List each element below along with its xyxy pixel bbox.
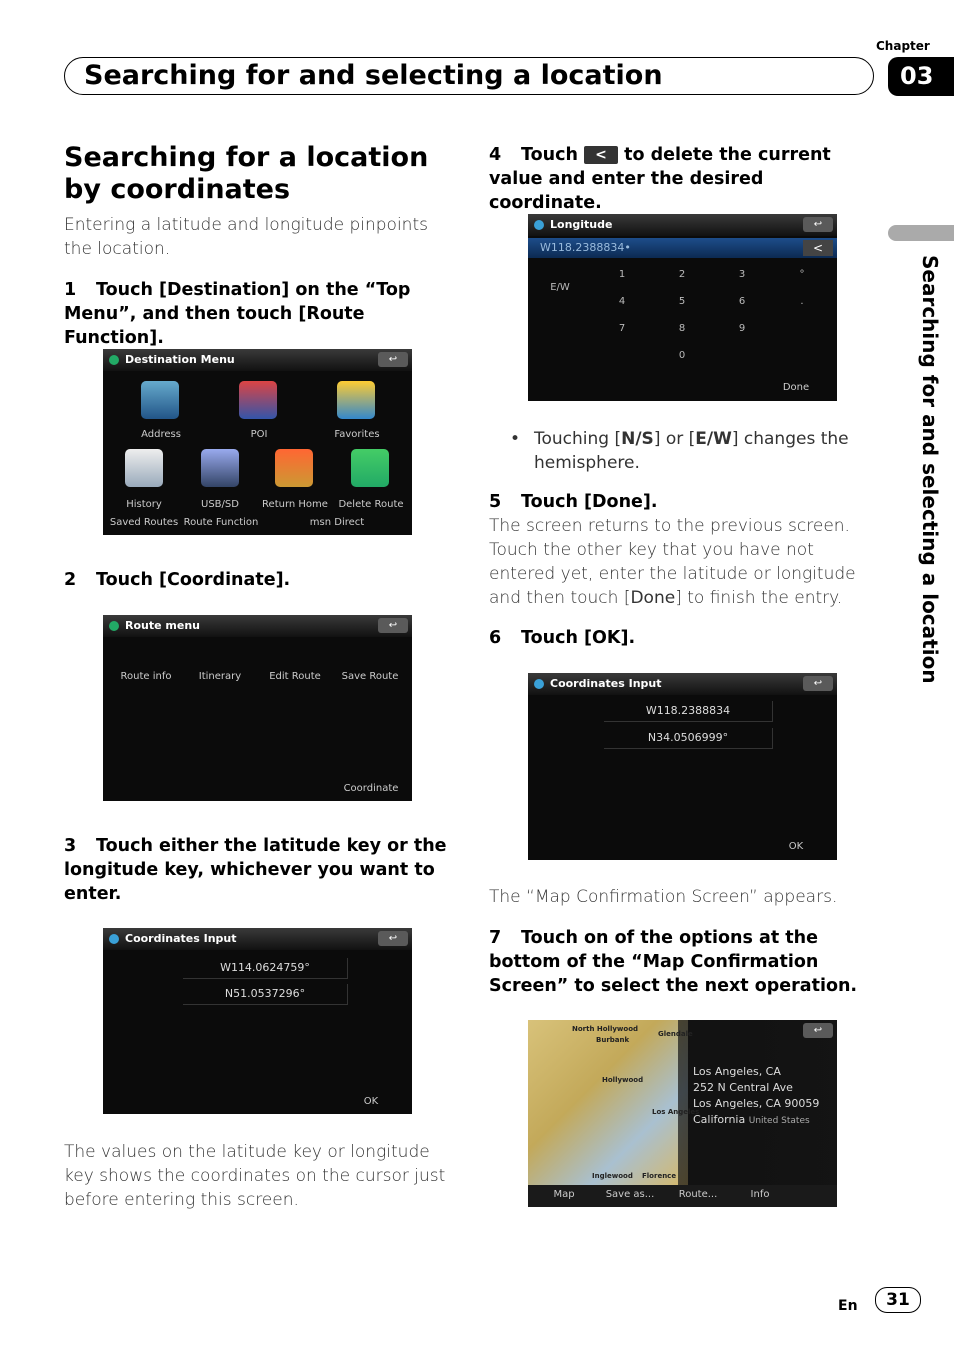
bullet-text-b: ] or [ [653, 429, 696, 449]
screen-header [528, 214, 837, 236]
dest-item-poi[interactable]: POI [250, 429, 268, 440]
map-label-north-hollywood: North Hollywood [572, 1025, 639, 1033]
dest-saved-routes[interactable]: Saved Routes [109, 517, 179, 528]
side-tab-marker [888, 225, 954, 241]
key-2[interactable]: 2 [678, 269, 686, 280]
itinerary-button[interactable]: Itinerary [198, 671, 242, 682]
globe-icon [109, 934, 119, 944]
step5-body-b: ] to finish the entry. [675, 588, 843, 608]
map-label-inglewood: Inglewood [592, 1172, 633, 1180]
screen-title: Coordinates Input [550, 677, 662, 690]
bullet-hemisphere: • Touching [N/S] or [E/W] changes the hemisphere. [510, 429, 849, 473]
step-text: Touch [Coordinate]. [96, 570, 291, 590]
step-2 [64, 568, 459, 592]
route-button[interactable]: Route... [678, 1189, 718, 1200]
step-text: Touch [Done]. [521, 492, 658, 512]
intro-text: Entering a latitude and longitude pinpoints the location. [64, 215, 428, 259]
ok-button[interactable]: OK [363, 1096, 379, 1107]
language-label: En [838, 1298, 858, 1314]
step-number: 7 [489, 928, 502, 948]
save-route-button[interactable]: Save Route [341, 671, 399, 682]
nav-logo-icon [109, 355, 119, 365]
poi-icon[interactable] [239, 381, 277, 419]
key-5[interactable]: 5 [678, 296, 686, 307]
coordinates-input-screenshot-1 [103, 928, 412, 1114]
key-6[interactable]: 6 [738, 296, 746, 307]
map-label-glendale: Glendale [658, 1030, 693, 1038]
longitude-input-screenshot [528, 214, 837, 401]
ok-button[interactable]: OK [788, 841, 804, 852]
screen-title: Route menu [125, 619, 200, 632]
step-text-a: Touch [521, 145, 578, 165]
coordinates-input-screenshot-2 [528, 673, 837, 860]
backspace-icon[interactable]: < [803, 240, 833, 256]
globe-icon [534, 220, 544, 230]
key-1[interactable]: 1 [618, 269, 626, 280]
step-text: Touch either the latitude key or the longitude key, whichever you want to enter. [64, 836, 447, 904]
step-6-note: The “Map Confirmation Screen” appears. [489, 887, 838, 907]
save-as-button[interactable]: Save as... [605, 1189, 655, 1200]
map-label-burbank: Burbank [596, 1036, 630, 1044]
info-button[interactable]: Info [750, 1189, 770, 1200]
screen-header [103, 615, 412, 637]
key-9[interactable]: 9 [738, 323, 746, 334]
step-number: 4 [489, 145, 502, 165]
step-text: Touch [Destination] on the “Top Menu”, and then touch [Route Function]. [64, 280, 411, 348]
map-bottom-bar [528, 1185, 837, 1207]
map-label-florence: Florence [642, 1172, 677, 1180]
step5-body-a: The screen returns to the previous screen. Touch the other key that you have not entered yet, enter the latitude or longitude and then touch [ [489, 516, 856, 608]
section-title: Searching for and selecting a location [84, 60, 663, 91]
coordinate-button[interactable]: Coordinate [343, 783, 399, 794]
dest-item-return-home[interactable]: Return Home [262, 499, 328, 510]
route-info-button[interactable]: Route info [120, 671, 172, 682]
chapter-number: 03 [888, 57, 954, 96]
delete-route-icon[interactable] [351, 449, 389, 487]
step-number: 3 [64, 836, 77, 856]
route-menu-screenshot [103, 615, 412, 801]
back-icon[interactable]: ↩ [378, 352, 408, 367]
key-0[interactable]: 0 [678, 350, 686, 361]
step-number: 2 [64, 570, 77, 590]
dest-item-address[interactable]: Address [141, 429, 181, 440]
step-5 [489, 490, 879, 514]
favorites-icon[interactable] [337, 381, 375, 419]
longitude-key[interactable]: W114.0624759° [183, 958, 348, 979]
step-7 [489, 926, 879, 998]
step-text-b: to delete the current value and enter the desired coordinate. [489, 145, 831, 213]
screen-header [528, 673, 837, 695]
key-7[interactable]: 7 [618, 323, 626, 334]
backspace-key-icon: < [584, 146, 618, 164]
map-label-los-angeles: Los Angeles [652, 1108, 700, 1116]
step-6 [489, 626, 879, 650]
back-icon[interactable]: ↩ [803, 1023, 833, 1038]
country-label: United States [748, 1116, 810, 1126]
back-icon[interactable]: ↩ [803, 676, 833, 691]
step-number: 5 [489, 492, 502, 512]
dest-item-favorites[interactable]: Favorites [334, 429, 380, 440]
address-line-3: Los Angeles, CA 90059 [693, 1097, 820, 1110]
key-8[interactable]: 8 [678, 323, 686, 334]
key-degree[interactable]: ° [799, 269, 805, 280]
step-number: 1 [64, 280, 77, 300]
ew-toggle-key[interactable]: E/W [550, 282, 570, 293]
done-button[interactable]: Done [782, 382, 810, 393]
ew-key-label: E/W [695, 429, 732, 449]
section-title-bar [64, 57, 874, 95]
state-label: California [693, 1113, 746, 1126]
step-3-note: The values on the latitude key or longitude key shows the coordinates on the cursor just before entering this screen. [64, 1142, 446, 1210]
ns-key-label: N/S [621, 429, 654, 449]
map-label-hollywood: Hollywood [602, 1076, 644, 1084]
address-info [693, 1064, 819, 1129]
dest-item-usb-sd[interactable]: USB/SD [201, 499, 239, 510]
latitude-key[interactable]: N34.0506999° [604, 728, 773, 749]
key-4[interactable]: 4 [618, 296, 626, 307]
step-text: Touch on of the options at the bottom of the “Map Confirmation Screen” to select the next operation. [489, 928, 858, 996]
nav-logo-icon [109, 621, 119, 631]
map-confirmation-screenshot [528, 1020, 837, 1207]
value-bar [528, 238, 837, 258]
chapter-label: Chapter [876, 39, 930, 53]
screen-header [103, 928, 412, 950]
longitude-key[interactable]: W118.2388834 [604, 701, 773, 722]
dest-item-delete-route[interactable]: Delete Route [338, 499, 404, 510]
address-icon[interactable] [141, 381, 179, 419]
step-5-body [489, 514, 874, 610]
screen-title: Coordinates Input [125, 932, 237, 945]
step-number: 6 [489, 628, 502, 648]
home-icon[interactable] [275, 449, 313, 487]
dest-item-history[interactable]: History [126, 499, 162, 510]
latitude-key[interactable]: N51.0537296° [183, 984, 348, 1005]
bullet-text-a: Touching [ [534, 429, 622, 449]
step-1 [64, 278, 459, 350]
address-line-1: Los Angeles, CA [693, 1065, 781, 1078]
usb-sd-icon[interactable] [201, 449, 239, 487]
map-button[interactable]: Map [553, 1189, 575, 1200]
step-3 [64, 834, 459, 906]
key-dot[interactable]: . [800, 296, 804, 307]
screen-header [103, 349, 412, 371]
step-4 [489, 143, 879, 215]
back-icon[interactable]: ↩ [378, 618, 408, 633]
history-icon[interactable] [125, 449, 163, 487]
back-icon[interactable]: ↩ [803, 217, 833, 232]
edit-route-button[interactable]: Edit Route [269, 671, 321, 682]
dest-route-function[interactable]: Route Function [183, 517, 259, 528]
step-text: Touch [OK]. [521, 628, 636, 648]
bullet-text-c: ] changes the hemisphere. [534, 429, 849, 473]
key-3[interactable]: 3 [738, 269, 746, 280]
screen-title: Destination Menu [125, 353, 235, 366]
longitude-value: W118.2388834• [540, 241, 631, 254]
destination-menu-screenshot [103, 349, 412, 535]
side-tab-text: Searching for and selecting a location [918, 255, 942, 684]
page-number: 31 [875, 1287, 921, 1313]
globe-icon [534, 679, 544, 689]
screen-title: Longitude [550, 218, 613, 231]
back-icon[interactable]: ↩ [378, 931, 408, 946]
map-view[interactable] [528, 1020, 688, 1185]
done-label: Done [630, 588, 676, 608]
address-line-2: 252 N Central Ave [693, 1081, 793, 1094]
dest-msn-direct[interactable]: msn Direct [309, 517, 365, 528]
page-heading: Searching for a location by coordinates [64, 142, 429, 205]
